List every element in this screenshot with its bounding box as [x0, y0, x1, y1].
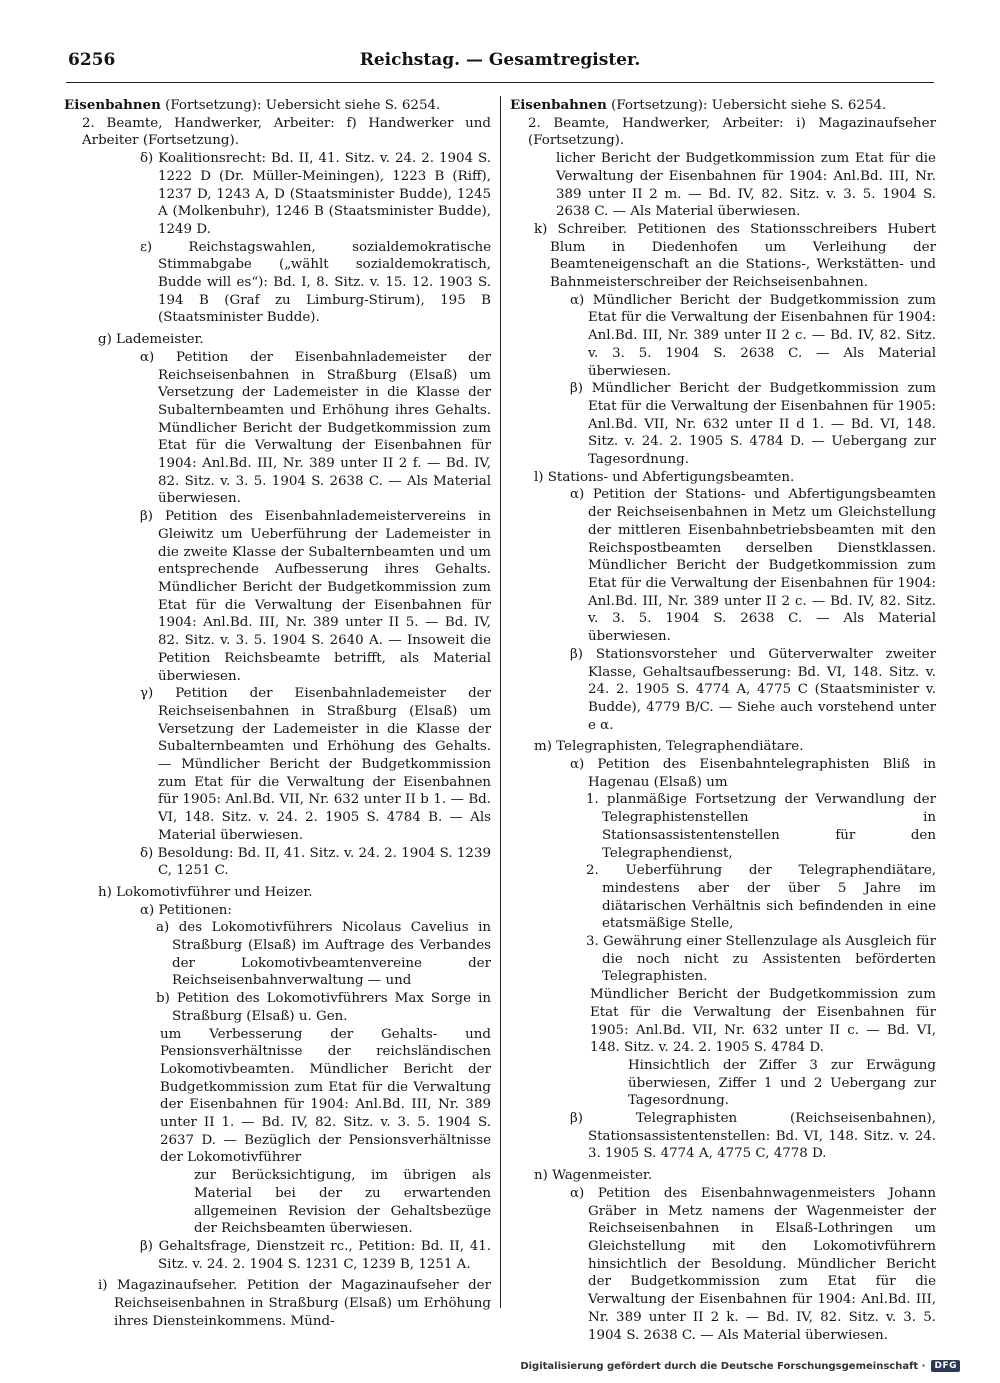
item-telegraphisten-alpha: α) Petition des Eisenbahntelegraphisten Bliß in Hagenau (Elsaß) um — [570, 757, 936, 790]
item-petition-text-2: zur Berücksichtigung, im übrigen als Material bei der zu erwartenden allgemeinen Revision der Gehaltsbezüge der Reichsbeamten überwiesen. — [194, 1168, 491, 1237]
item-telegraphisten: m) Telegraphisten, Telegraphendiätare. — [534, 739, 804, 755]
item-lademeister-beta: β) Petition des Eisenbahnlademeistervereins in Gleiwitz um Ueberführung der Lademeister in die zweite Klasse der Subalternbeamten und um entsprechende Aufbesserung ihres Gehalts. Mündlicher Bericht der Budgetkommission zum Etat für die Verwaltung der Eisenbahnen für 1904: Anl.Bd. III, Nr. 389 unter II 5. — Bd. IV, 82. Sitz. v. 3. 5. 1904 S. 2640 A. — Insoweit die Petition Reichsbeamte betrifft, als Material überwiesen. — [140, 509, 491, 684]
item-telegraphisten-2: 2. Ueberführung der Telegraphendiätare, mindestens aber der über 5 Jahre im diätarischen Verhältnis sich befindenden in eine etatsmäßige Stelle, — [586, 863, 936, 932]
left-column — [64, 97, 491, 1331]
item-telegraphisten-1: 1. planmäßige Fortsetzung der Verwandlung der Telegraphistenstellen in Stationsassistentenstellen für den Telegraphendienst, — [586, 792, 936, 861]
item-telegraphisten-3: 3. Gewährung einer Stellenzulage als Ausgleich für die noch nicht zu Assistenten beförderten Telegraphisten. — [586, 934, 936, 985]
entry-heading-rest: (Fortsetzung): Uebersicht siehe S. 6254. — [160, 98, 441, 113]
entry-heading-bold: Eisenbahnen — [64, 97, 161, 113]
entry-heading-rest: (Fortsetzung): Uebersicht siehe S. 6254. — [606, 98, 887, 113]
page-number: 6256 — [68, 50, 116, 70]
item-lokomotivfuehrer: h) Lokomotivführer und Heizer. — [98, 884, 313, 900]
item-petition-text: um Verbesserung der Gehalts- und Pensionsverhältnisse der reichsländischen Lokomotivbeamten. Mündlicher Bericht der Budgetkommission zum Etat für die Verwaltung der Eisenbahnen für 1904: Anl.Bd. III, Nr. 389 unter II 1. — Bd. IV, 82. Sitz. v. 3. 5. 1904 S. 2637 D. — Bezüglich der Pensionsverhältnisse der Lokomotivführer — [160, 1026, 491, 1166]
entry-heading-bold: Eisenbahnen — [510, 97, 607, 113]
item-gehaltsfrage: β) Gehaltsfrage, Dienstzeit rc., Petition: Bd. II, 41. Sitz. v. 24. 2. 1904 S. 1231 C, 1239 B, 1251 A. — [140, 1239, 491, 1272]
footer-text: Digitalisierung gefördert durch die Deutsche Forschungsgemeinschaft · — [520, 1360, 926, 1372]
item-lademeister: g) Lademeister. — [98, 332, 204, 348]
dfg-logo: DFG — [931, 1360, 960, 1372]
item-petitionen: α) Petitionen: — [140, 902, 232, 918]
item-petition-a: a) des Lokomotivführers Nicolaus Cavelius in Straßburg (Elsaß) im Auftrage des Verbandes der Lokomotivbeamtenvereine der Reichseisenbahnverwaltung — und — [156, 920, 491, 989]
item-lademeister-alpha: α) Petition der Eisenbahnlademeister der Reichseisenbahnen in Straßburg (Elsaß) um Versetzung der Lademeister in die Klasse der Subalternbeamten und Erhöhung ihres Gehalts. Mündlicher Bericht der Budgetkommission zum Etat für die Verwaltung der Eisenbahnen für 1904: Anl.Bd. III, Nr. 389 unter II 2 f. — Bd. IV, 82. Sitz. v. 3. 5. 1904 S. 2638 C. — Als Material überwiesen. — [140, 349, 491, 507]
item-telegraphisten-text: Mündlicher Bericht der Budgetkommission zum Etat für die Verwaltung der Eisenbahnen für 1905: Anl.Bd. VII, Nr. 632 unter II c. — Bd. VI, 148. Sitz. v. 24. 2. 1905 S. 4784 D. — [590, 987, 936, 1056]
section-subheading: 2. Beamte, Handwerker, Arbeiter: i) Magazinaufseher (Fortsetzung). — [528, 115, 936, 149]
entry-heading — [64, 97, 491, 115]
header-rule — [66, 82, 934, 83]
item-magazinaufseher-cont: licher Bericht der Budgetkommission zum Etat für die Verwaltung der Eisenbahnen für 1904: Anl.Bd. III, Nr. 389 unter II 2 m. — Bd. IV, 82. Sitz. v. 3. 5. 1904 S. 2638 C. — Als Material überwiesen. — [556, 151, 936, 220]
running-title: Reichstag. — Gesamtregister. — [359, 50, 641, 70]
item-wagenmeister-alpha: α) Petition des Eisenbahnwagenmeisters Johann Gräber in Metz namens der Wagenmeister der Reichseisenbahnen in Elsaß-Lothringen um Gleichstellung mit den Lokomotivführern hinsichtlich der Besoldung. Mündlicher Bericht der Budgetkommission zum Etat für die Verwaltung der Eisenbahnen für 1904: Anl.Bd. III, Nr. 389 unter II 2 k. — Bd. IV, 82. Sitz. v. 3. 5. 1904 S. 2638 C. — Als Material überwiesen. — [570, 1185, 936, 1343]
section-subheading: 2. Beamte, Handwerker, Arbeiter: f) Handwerker und Arbeiter (Fortsetzung). — [82, 115, 491, 149]
entry-heading — [510, 97, 936, 115]
item-reichstagswahlen: ε) Reichstagswahlen, sozialdemokratische Stimmabgabe („wählt sozialdemokratisch, Budde will es“): Bd. I, 8. Sitz. v. 15. 12. 1903 S. 194 B (Graf zu Limburg-Stirum), 195 B (Staatsminister Budde). — [140, 239, 491, 326]
item-schreiber-alpha: α) Mündlicher Bericht der Budgetkommission zum Etat für die Verwaltung der Eisenbahnen für 1904: Anl.Bd. III, Nr. 389 unter II 2 c. — Bd. IV, 82. Sitz. v. 3. 5. 1904 S. 2638 C. — Als Material überwiesen. — [570, 292, 936, 379]
item-schreiber: k) Schreiber. Petitionen des Stationsschreibers Hubert Blum in Diedenhofen um Verleihung der Beamteneigenschaft an die Stations-, Werkstätten- und Bahnmeisterschreiber der Reichseisenbahnen. — [534, 221, 936, 291]
item-telegraphisten-text-2: Hinsichtlich der Ziffer 3 zur Erwägung überwiesen, Ziffer 1 und 2 Uebergang zur Tagesordnung. — [628, 1057, 936, 1109]
item-stationsbeamte-beta: β) Stationsvorsteher und Güterverwalter zweiter Klasse, Gehaltsaufbesserung: Bd. VI, 148. Sitz. v. 24. 2. 1905 S. 4774 A, 4775 C (Staatsminister v. Budde), 4779 B/C. — Siehe auch vorstehend unter e α. — [570, 646, 936, 733]
item-stationsbeamte-alpha: α) Petition der Stations- und Abfertigungsbeamten der Reichseisenbahnen in Metz um Gleichstellung der mittleren Eisenbahnbetriebsbeamten mit den Reichspostbeamten derselben Dienstklassen. Mündlicher Bericht der Budgetkommission zum Etat für die Verwaltung der Eisenbahnen für 1904: Anl.Bd. III, Nr. 389 unter II 2 c. — Bd. IV, 82. Sitz. v. 3. 5. 1904 S. 2638 C. — Als Material überwiesen. — [570, 487, 936, 645]
footer-credit — [520, 1360, 960, 1372]
item-koalitionsrecht: δ) Koalitionsrecht: Bd. II, 41. Sitz. v. 24. 2. 1904 S. 1222 D (Dr. Müller-Meiningen), 1223 B (Riff), 1237 D, 1243 A, D (Staatsminister Budde), 1245 A (Molkenbuhr), 1246 B (Staatsminister Budde), 1249 D. — [140, 151, 491, 237]
item-telegraphisten-beta: β) Telegraphisten (Reichseisenbahnen), Stationsassistentenstellen: Bd. VI, 148. Sitz. v. 24. 3. 1905 S. 4774 A, 4775 C, 4778 D. — [570, 1111, 936, 1162]
item-wagenmeister: n) Wagenmeister. — [534, 1168, 653, 1184]
column-divider — [500, 96, 501, 1308]
item-lademeister-gamma: γ) Petition der Eisenbahnlademeister der Reichseisenbahnen in Straßburg (Elsaß) um Versetzung der Lademeister in die Klasse der Subalternbeamten und Erhöhung des Gehalts. — Mündlicher Bericht der Budgetkommission zum Etat für die Verwaltung der Eisenbahnen für 1905: Anl.Bd. VII, Nr. 632 unter II b 1. — Bd. VI, 148. Sitz. v. 24. 2. 1905 S. 4784 B. — Als Material überwiesen. — [140, 686, 491, 843]
page-header — [64, 50, 936, 76]
item-schreiber-beta: β) Mündlicher Bericht der Budgetkommission zum Etat für die Verwaltung der Eisenbahnen für 1905: Anl.Bd. VII, Nr. 632 unter II d 1. — Bd. VI, 148. Sitz. v. 24. 2. 1905 S. 4784 D. — Uebergang zur Tagesordnung. — [570, 381, 936, 468]
item-stationsbeamte: l) Stations- und Abfertigungsbeamten. — [534, 469, 795, 485]
item-lademeister-delta: δ) Besoldung: Bd. II, 41. Sitz. v. 24. 2. 1904 S. 1239 C, 1251 C. — [140, 845, 491, 879]
item-magazinaufseher: i) Magazinaufseher. Petition der Magazinaufseher der Reichseisenbahnen in Straßburg (Elsaß) um Erhöhung ihres Diensteinkommens. Münd- — [98, 1278, 491, 1329]
right-column — [510, 97, 936, 1344]
item-petition-b: b) Petition des Lokomotivführers Max Sorge in Straßburg (Elsaß) u. Gen. — [156, 991, 491, 1024]
